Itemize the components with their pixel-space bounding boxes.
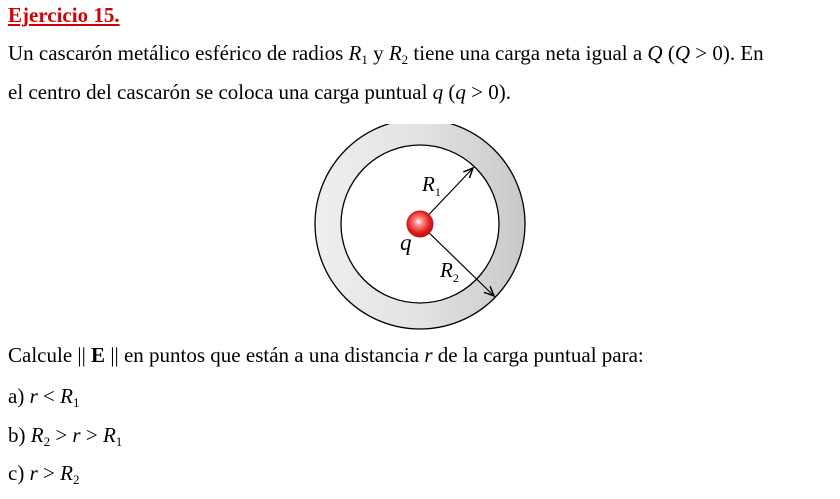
var-charge-q: Q [674, 41, 691, 65]
option-prefix: b) [8, 423, 31, 447]
var-r: r [72, 423, 81, 447]
var-r: r [29, 384, 38, 408]
exercise-title: Ejercicio 15. [8, 3, 120, 27]
text-segment: ( [443, 80, 456, 104]
option-a [8, 384, 79, 409]
var-radius: R [60, 384, 73, 408]
subscript: 2 [43, 434, 51, 449]
var-point-charge: q [455, 80, 466, 104]
operator: > [37, 461, 61, 485]
var-radius: R [60, 461, 73, 485]
label-q: q [400, 230, 412, 255]
option-c [8, 461, 79, 486]
text-segment: > 0). En [690, 41, 764, 65]
var-charge-q: Q [647, 41, 663, 65]
text-segment: Un cascarón metálico esférico de radios [8, 41, 349, 65]
option-prefix: c) [8, 461, 30, 485]
operator: < [37, 384, 61, 408]
text-segment: ( [662, 41, 675, 65]
label-r2: $R_2$ [440, 258, 459, 285]
text-segment: || en puntos que están a una distancia [105, 343, 425, 367]
sub-1: 1 [361, 52, 368, 67]
var-distance-r: r [424, 343, 433, 367]
statement-line-1 [8, 41, 764, 66]
text-segment: tiene una carga neta igual a [408, 41, 648, 65]
shell-diagram [310, 124, 530, 334]
var-field-e: E [91, 343, 106, 367]
subscript: 2 [72, 472, 80, 487]
var-r2: R [388, 41, 402, 65]
var-point-charge: q [432, 80, 444, 104]
subscript: 1 [72, 395, 80, 410]
question-line [8, 343, 644, 368]
label-r1: $R_1$ [422, 172, 441, 199]
text-segment: de la carga puntual para: [432, 343, 644, 367]
statement-line-2 [8, 80, 511, 105]
sub-2: 2 [401, 52, 409, 67]
var-radius: R [102, 423, 116, 447]
operator: > [50, 423, 73, 447]
shell-diagram-svg [310, 124, 530, 334]
option-prefix: a) [8, 384, 30, 408]
text-segment: y [367, 41, 389, 65]
text-segment: Calcule || [8, 343, 92, 367]
operator: > [80, 423, 103, 447]
option-b [8, 423, 122, 448]
var-r: r [29, 461, 38, 485]
subscript: 1 [115, 434, 123, 449]
text-segment: > 0). [465, 80, 511, 104]
var-r1: R [348, 41, 362, 65]
text-segment: el centro del cascarón se coloca una carga puntual [8, 80, 433, 104]
var-radius: R [30, 423, 44, 447]
